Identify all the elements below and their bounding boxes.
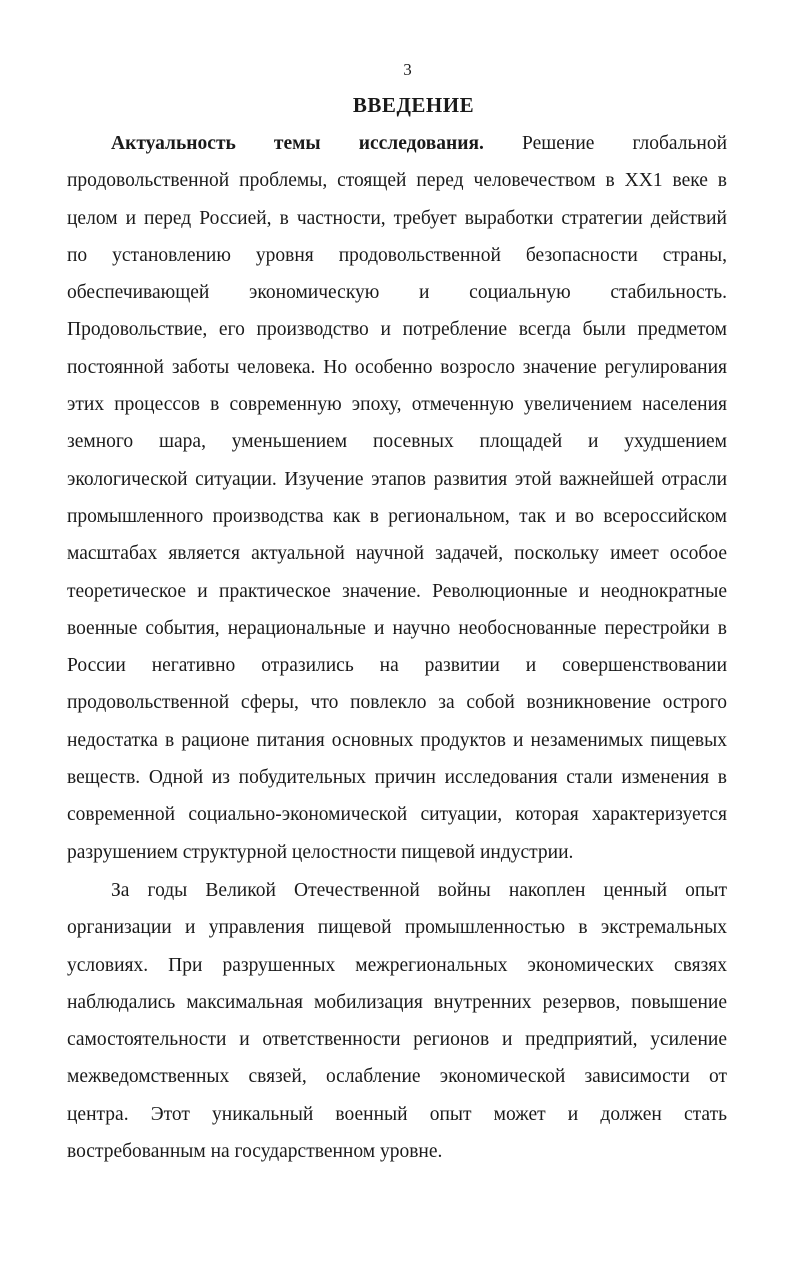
paragraph-line: России негативно отразились на развитии и совершенствовании (67, 655, 727, 677)
paragraph-line: этих процессов в современную эпоху, отмеченную увеличением населения (67, 394, 727, 416)
paragraph-line: недостатка в рационе питания основных продуктов и незаменимых пищевых (67, 729, 727, 751)
section-heading: ВВЕДЕНИЕ (352, 93, 475, 117)
paragraph-line: промышленного производства как в региональном, так и во всероссийском (67, 505, 727, 527)
paragraph-line: межведомственных связей, ослабление экономической зависимости от (67, 1066, 727, 1088)
relevance-lead: Актуальность темы исследования. (111, 133, 484, 154)
line-text: Решение глобальной (483, 133, 727, 154)
paragraph-line: востребованным на государственном уровне. (67, 1141, 443, 1163)
paragraph-relevance (67, 125, 727, 871)
paragraph-line: обеспечивающей экономическую и социальную стабильность. (67, 282, 727, 304)
paragraph-line: целом и перед Россией, в частности, требует выработки стратегии действий (67, 207, 727, 229)
paragraph-line: земного шара, уменьшением посевных площадей и ухудшением (67, 431, 727, 453)
page-number: 3 (403, 60, 412, 79)
paragraph-line: постоянной заботы человека. Но особенно возросло значение регулирования (67, 356, 727, 378)
paragraph-line: самостоятельности и ответственности регионов и предприятий, усиление (67, 1029, 727, 1051)
paragraph-line (67, 125, 727, 162)
paragraph-war-experience (67, 872, 727, 1170)
paragraph-line: экологической ситуации. Изучение этапов развития этой важнейшей отрасли (67, 468, 727, 490)
paragraph-line: веществ. Одной из побудительных причин исследования стали изменения в (67, 767, 727, 789)
paragraph-line: военные события, нерациональные и научно необоснованные перестройки в (67, 617, 727, 639)
paragraph-line: наблюдались максимальная мобилизация внутренних резервов, повышение (67, 991, 727, 1013)
paragraph-line: современной социально-экономической ситуации, которая характеризуется (67, 804, 727, 826)
paragraph-line: условиях. При разрушенных межрегиональных экономических связях (67, 954, 727, 976)
paragraph-line: За годы Великой Отечественной войны накоплен ценный опыт (111, 880, 727, 901)
paragraph-line: Продовольствие, его производство и потребление всегда были предметом (67, 319, 727, 341)
paragraph-line: теоретическое и практическое значение. Революционные и неоднократные (67, 580, 727, 602)
paragraph-line: организации и управления пищевой промышленностью в экстремальных (67, 917, 727, 939)
paragraph-line: масштабах является актуальной научной задачей, поскольку имеет особое (67, 543, 727, 565)
paragraph-line: по установлению уровня продовольственной безопасности страны, (67, 244, 727, 266)
paragraph-line: продовольственной проблемы, стоящей перед человечеством в XX1 веке в (67, 170, 727, 192)
paragraph-line: разрушением структурной целостности пищевой индустрии. (67, 841, 574, 863)
paragraph-line: продовольственной сферы, что повлекло за собой возникновение острого (67, 692, 727, 714)
paragraph-line: центра. Этот уникальный военный опыт может и должен стать (67, 1103, 727, 1125)
